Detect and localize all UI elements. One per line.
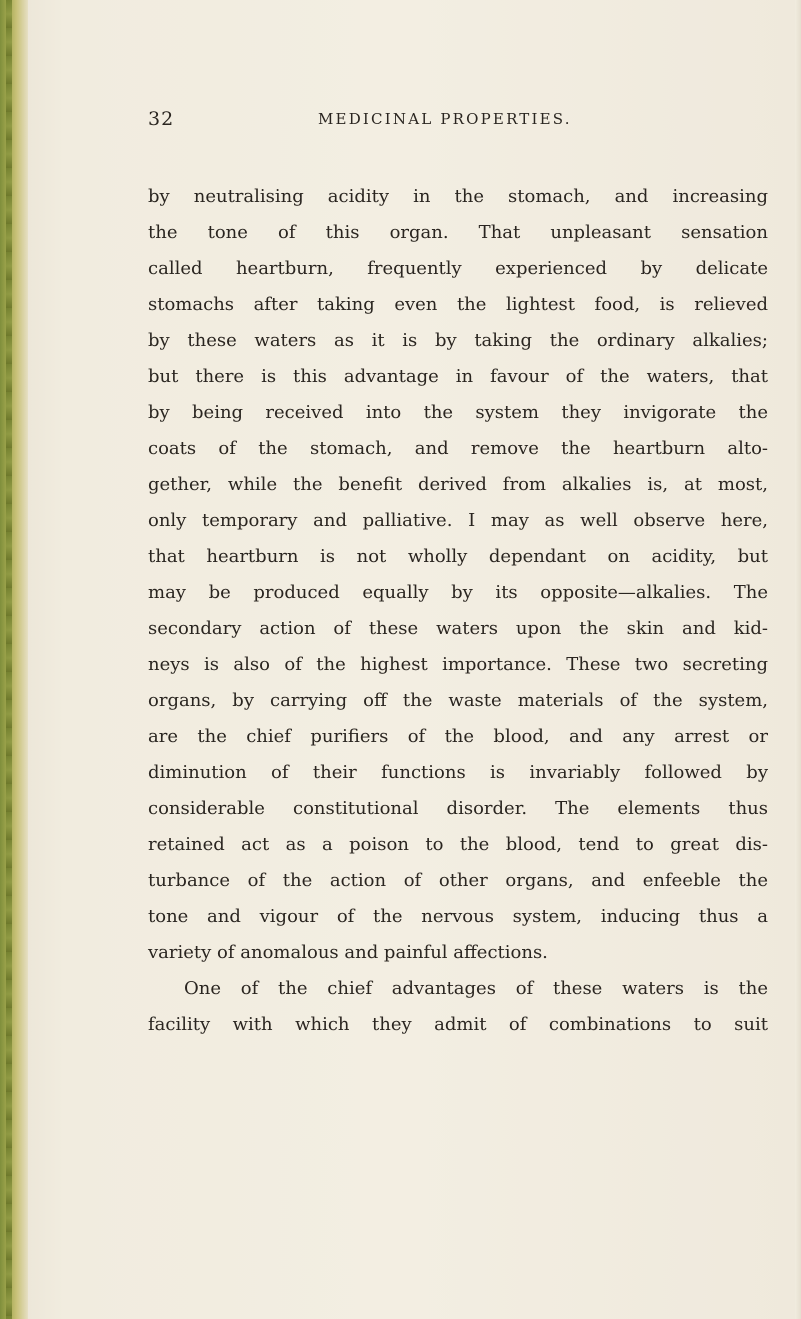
page-gutter bbox=[0, 0, 28, 1319]
text-line: variety of anomalous and painful affections. bbox=[148, 942, 548, 963]
text-line: stomachs after taking even the lightest food, is relieved bbox=[148, 294, 768, 315]
text-line: neys is also of the highest importance. These two secreting bbox=[148, 654, 768, 675]
text-line: facility with which they admit of combinations to suit bbox=[148, 1014, 768, 1035]
text-line: by neutralising acidity in the stomach, and increasing bbox=[148, 186, 768, 207]
text-line: retained act as a poison to the blood, tend to great dis- bbox=[148, 834, 768, 855]
text-line: secondary action of these waters upon the skin and kid- bbox=[148, 618, 768, 639]
text-line: diminution of their functions is invariably followed by bbox=[148, 762, 768, 783]
page-number: 32 bbox=[148, 108, 175, 130]
page-edge bbox=[795, 0, 801, 1319]
text-line: One of the chief advantages of these waters is the bbox=[184, 978, 768, 999]
page-header bbox=[148, 100, 768, 140]
text-line: only temporary and palliative. I may as well observe here, bbox=[148, 510, 768, 531]
text-line: may be produced equally by its opposite—alkalies. The bbox=[148, 582, 768, 603]
running-title: MEDICINAL PROPERTIES. bbox=[318, 110, 572, 128]
text-line: but there is this advantage in favour of the waters, that bbox=[148, 366, 768, 387]
text-line: tone and vigour of the nervous system, inducing thus a bbox=[148, 906, 768, 927]
text-line: organs, by carrying off the waste materials of the system, bbox=[148, 690, 768, 711]
text-line: by being received into the system they invigorate the bbox=[148, 402, 768, 423]
binding-edge bbox=[6, 0, 12, 1319]
text-line: called heartburn, frequently experienced by delicate bbox=[148, 258, 768, 279]
text-line: the tone of this organ. That unpleasant sensation bbox=[148, 222, 768, 243]
text-line: are the chief purifiers of the blood, and any arrest or bbox=[148, 726, 768, 747]
text-line: that heartburn is not wholly dependant on acidity, but bbox=[148, 546, 768, 567]
text-line: turbance of the action of other organs, and enfeeble the bbox=[148, 870, 768, 891]
text-line: by these waters as it is by taking the ordinary alkalies; bbox=[148, 330, 768, 351]
text-line: considerable constitutional disorder. The elements thus bbox=[148, 798, 768, 819]
text-line: coats of the stomach, and remove the heartburn alto- bbox=[148, 438, 768, 459]
text-line: gether, while the benefit derived from alkalies is, at most, bbox=[148, 474, 768, 495]
